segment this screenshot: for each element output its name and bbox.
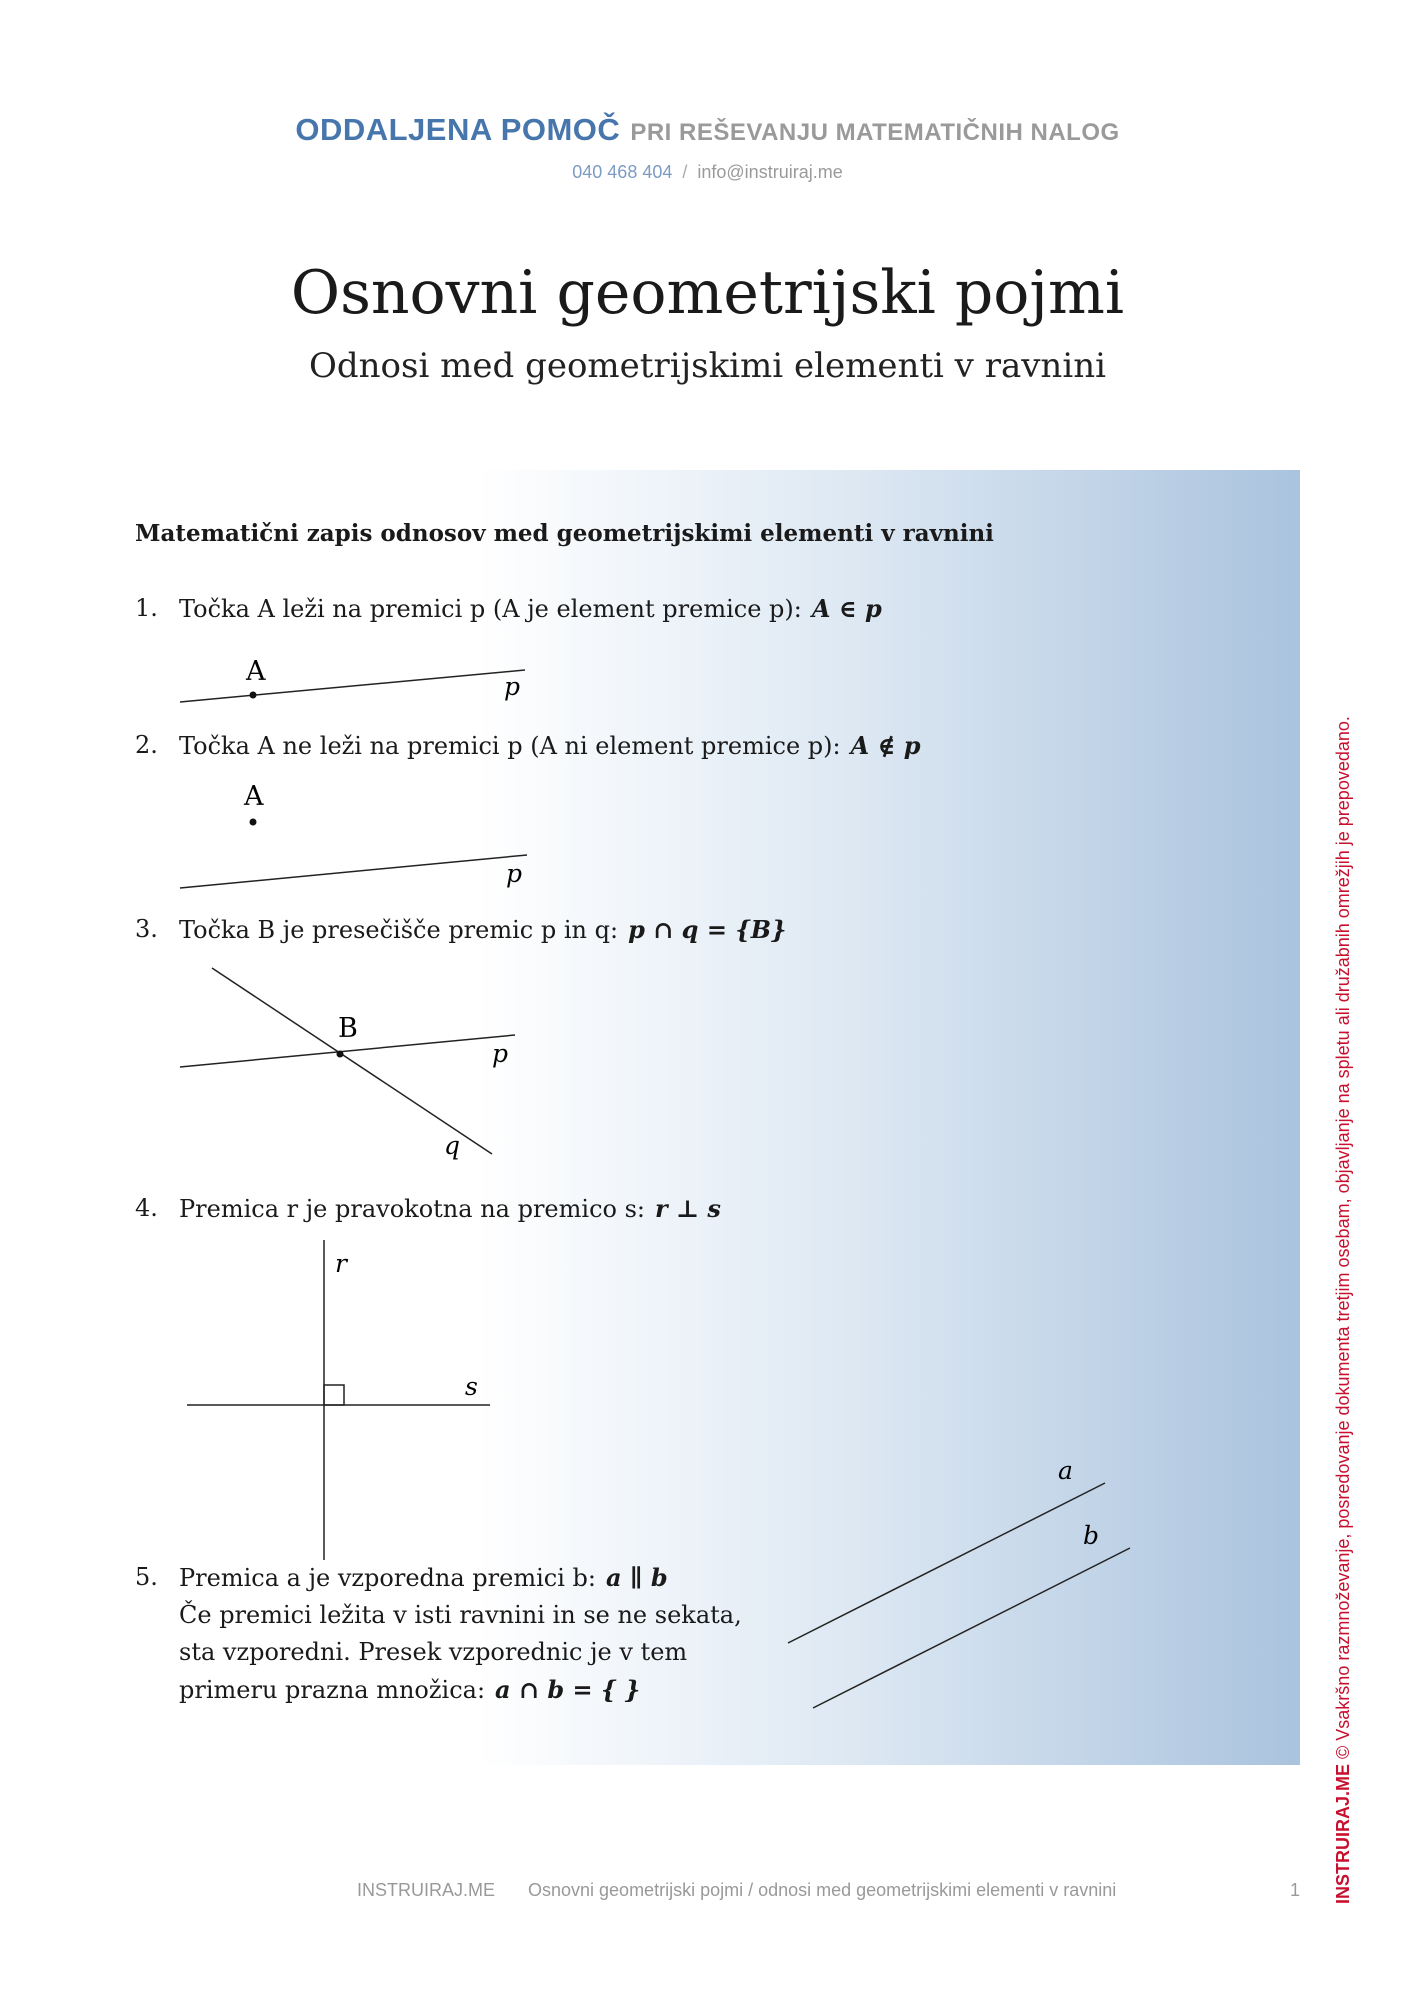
list-item-2 — [135, 727, 921, 765]
item-line-2: sta vzporedni. Presek vzporednic je v tem — [179, 1638, 688, 1666]
label-line: p — [504, 672, 521, 701]
item-notation-2: a ∩ b = { } — [495, 1675, 641, 1704]
figure-point-on-line — [170, 650, 550, 730]
item-text: Točka B je presečišče premic p in q: — [179, 916, 619, 944]
section-heading: Matematični zapis odnosov med geometrijskimi elementi v ravnini — [135, 520, 994, 547]
header-brand: ODDALJENA POMOČ — [295, 112, 621, 147]
item-text: Premica a je vzporedna premici b: — [179, 1564, 596, 1592]
figure-perpendicular-lines — [170, 1235, 510, 1565]
page-subtitle: Odnosi med geometrijskimi elementi v ravnini — [309, 346, 1106, 386]
footer-title: Osnovni geometrijski pojmi / odnosi med geometrijskimi elementi v ravnini — [528, 1880, 1117, 1900]
label-point: B — [338, 1013, 358, 1044]
header-contact — [0, 162, 1415, 183]
label-line-q: q — [444, 1131, 461, 1160]
header-phone: 040 468 404 — [572, 162, 673, 182]
list-item-1 — [135, 590, 882, 628]
figure-parallel-lines — [780, 1455, 1140, 1725]
item-notation: A ∉ p — [850, 731, 921, 760]
item-number: 2. — [135, 731, 158, 759]
figure-intersecting-lines — [170, 960, 550, 1160]
item-notation: p ∩ q = {B} — [628, 915, 787, 944]
page-title: Osnovni geometrijski pojmi — [290, 258, 1125, 328]
label-point: A — [244, 781, 264, 812]
line-b — [813, 1548, 1130, 1708]
figure-point-off-line — [170, 770, 550, 900]
point-b — [337, 1051, 344, 1058]
header-title — [0, 112, 1415, 148]
item-number: 3. — [135, 915, 158, 943]
right-angle-mark — [324, 1385, 344, 1405]
label-line-b: b — [1083, 1521, 1100, 1550]
item-notation: A ∈ p — [811, 594, 882, 623]
side-text: © Vsakršno razmnoževanje, posredovanje dokumenta tretjim osebam, objavljanje na spletu ali družabnih omrežjih je prepovedano. — [1333, 716, 1353, 1759]
item-notation: r ⊥ s — [654, 1194, 721, 1223]
item-text: Točka A leži na premici p (A je element premice p): — [179, 595, 802, 623]
line-q — [212, 968, 492, 1154]
list-item-3 — [135, 911, 786, 949]
item-number: 5. — [135, 1563, 158, 1591]
point-a — [250, 819, 257, 826]
list-item-5 — [135, 1559, 742, 1709]
line-p — [180, 855, 527, 888]
header-separator: / — [682, 162, 688, 182]
item-number: 4. — [135, 1194, 158, 1222]
item-text: Točka A ne leži na premici p (A ni element premice p): — [179, 732, 841, 760]
header-tagline: PRI REŠEVANJU MATEMATIČNIH NALOG — [630, 119, 1120, 146]
label-line-s: s — [465, 1372, 478, 1401]
item-line-1: Če premici ležita v isti ravnini in se ne sekata, — [179, 1601, 742, 1629]
footer-brand: INSTRUIRAJ.ME — [357, 1880, 496, 1900]
item-number: 1. — [135, 594, 158, 622]
label-line-r: r — [335, 1249, 347, 1278]
header-email: info@instruiraj.me — [697, 162, 843, 182]
label-line-a: a — [1058, 1456, 1073, 1485]
copyright-notice — [1333, 716, 1354, 1904]
list-item-4 — [135, 1190, 721, 1228]
item-notation: a ∥ b — [605, 1563, 668, 1592]
line-a — [788, 1483, 1105, 1643]
point-a — [250, 692, 257, 699]
item-text: Premica r je pravokotna na premico s: — [179, 1195, 645, 1223]
label-line: p — [506, 859, 523, 888]
footer-page-number: 1 — [1290, 1880, 1301, 1900]
side-brand: INSTRUIRAJ.ME — [1333, 1763, 1353, 1904]
label-point: A — [246, 656, 266, 687]
label-line-p: p — [492, 1039, 509, 1068]
item-line-3: primeru prazna množica: — [179, 1676, 486, 1704]
line-p — [180, 670, 525, 702]
